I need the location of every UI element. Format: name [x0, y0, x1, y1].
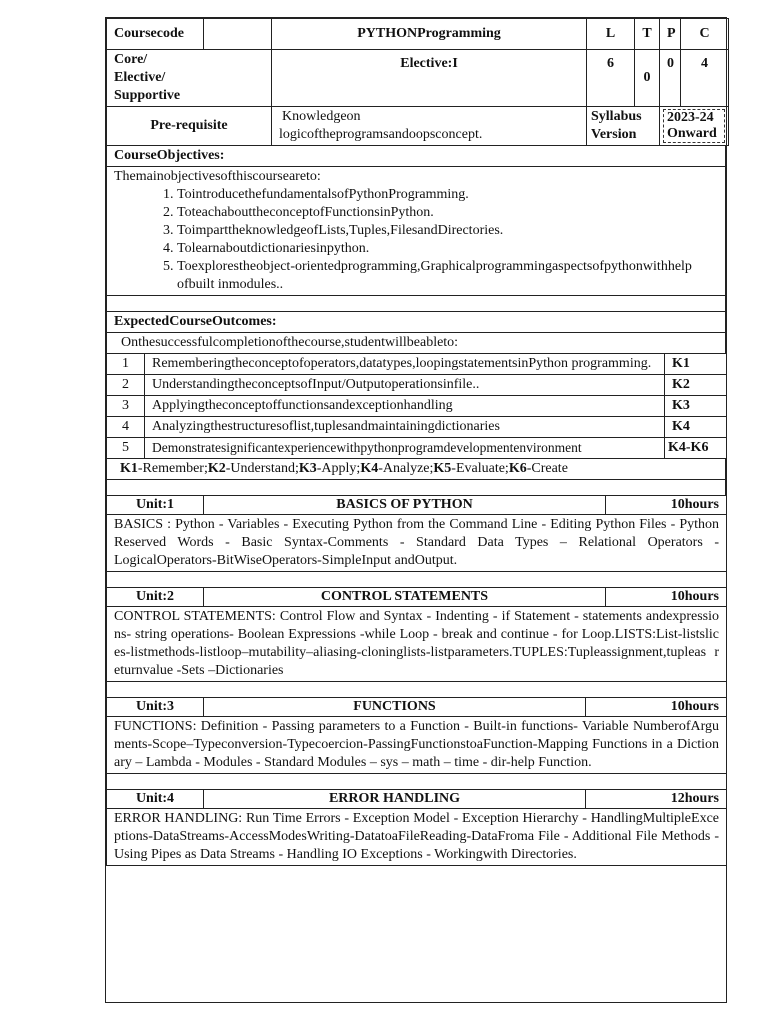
- c-value: 4: [681, 50, 729, 107]
- unit-label: Unit:4: [107, 790, 204, 809]
- prereq-value: Knowledgeon logicoftheprogramsandoopsconcept.: [272, 107, 587, 146]
- outcome-number: 1: [107, 354, 145, 375]
- unit-content: ERROR HANDLING: Run Time Errors - Exception Model - Exception Hierarchy - HandlingMultipleExceptions-DataStreams-AccessModesWriting-DatatoaFileReading-DataFroma File - Additional File Methods - Using Pipes as Data Streams - Handling IO Exceptions - Workingwith Directories.: [107, 809, 727, 866]
- spacer-row: [107, 774, 727, 790]
- coursecode-label: Coursecode: [107, 19, 204, 50]
- prereq-label: Pre-requisite: [107, 107, 272, 146]
- objectives-intro: Themainobjectivesofthiscourseareto:: [114, 169, 321, 184]
- c-header: C: [681, 19, 729, 50]
- objective-item: 1. TointroducethefundamentalsofPythonProgramming.: [177, 186, 718, 204]
- outcome-level: K3: [665, 396, 727, 417]
- p-header: P: [660, 19, 681, 50]
- syllabus-version-value: 2023-24 Onward: [660, 107, 729, 146]
- unit-content: CONTROL STATEMENTS: Control Flow and Syntax - Indenting - if Statement - statements andexpressions- string operations- Boolean Expressions -while Loop - break and continue - for Loop.LISTS:List-listslices-listmethods-listloop–mutability–aliasing-cloninglists-listparameters.TUPLES:Tupleassignment,tupleas returnvalue -Sets –Dictionaries: [107, 607, 727, 682]
- outcome-level: K2: [665, 375, 727, 396]
- unit-label: Unit:3: [107, 698, 204, 717]
- objective-item: 2. ToteachabouttheconceptofFunctionsinPython.: [177, 204, 718, 222]
- unit-content: FUNCTIONS: Definition - Passing parameters to a Function - Built-in functions- Variable NumberofArguments-Scope–Typeconversion-Typecoercion-PassingFunctionstoaFunction-Mapping Functions in a Dictionary – Lambda - Modules - Standard Modules – sys – math – time - dir-help Function.: [107, 717, 727, 774]
- spacer-row: [107, 480, 726, 496]
- unit-2-table: [106, 588, 727, 698]
- spacer-row: [107, 296, 726, 312]
- outcome-level: K1: [665, 354, 727, 375]
- unit-4-table: [106, 790, 727, 866]
- outcome-number: 5: [107, 438, 145, 459]
- unit-label: Unit:2: [107, 588, 204, 607]
- unit-title: CONTROL STATEMENTS: [204, 588, 606, 607]
- outcome-text: Demonstratesignificantexperiencewithpythonprogramdevelopmentenvironment: [145, 438, 665, 459]
- objectives-body: [107, 167, 726, 296]
- t-header: T: [635, 19, 660, 50]
- unit-title: ERROR HANDLING: [204, 790, 586, 809]
- legend-table: [106, 459, 726, 496]
- objectives-table: [106, 146, 726, 354]
- outcome-number: 4: [107, 417, 145, 438]
- syllabus-version-label: Syllabus Version: [587, 107, 660, 146]
- outcome-text: UnderstandingtheconceptsofInput/Outputoperationsinfile..: [145, 375, 665, 396]
- p-value: 0: [660, 50, 681, 107]
- unit-title: BASICS OF PYTHON: [204, 496, 606, 515]
- objectives-heading: CourseObjectives:: [107, 146, 726, 167]
- unit-1-table: [106, 496, 727, 588]
- coursecode-value: [204, 19, 272, 50]
- unit-hours: 10hours: [586, 698, 727, 717]
- outcome-number: 3: [107, 396, 145, 417]
- l-value: 6: [587, 50, 635, 107]
- outcome-level: K4: [665, 417, 727, 438]
- unit-3-table: [106, 698, 727, 790]
- unit-hours: 12hours: [586, 790, 727, 809]
- l-header: L: [587, 19, 635, 50]
- unit-label: Unit:1: [107, 496, 204, 515]
- course-header-table: [106, 18, 729, 146]
- k-level-legend: K1-Remember;K2-Understand;K3-Apply;K4-Analyze;K5-Evaluate;K6-Create: [107, 459, 726, 480]
- outcome-text: Applyingtheconceptoffunctionsandexceptionhandling: [145, 396, 665, 417]
- unit-hours: 10hours: [606, 588, 727, 607]
- spacer-row: [107, 572, 727, 588]
- objectives-list: [114, 186, 718, 294]
- unit-hours: 10hours: [606, 496, 727, 515]
- objective-item: 3. ToimparttheknowledgeofLists,Tuples,FilesandDirectories.: [177, 222, 718, 240]
- outcome-text: Analyzingthestructuresoflist,tuplesandmaintainingdictionaries: [145, 417, 665, 438]
- outcome-number: 2: [107, 375, 145, 396]
- spacer-row: [107, 682, 727, 698]
- objective-item: 5. Toexplorestheobject-orientedprogramming,Graphicalprogrammingaspectsofpythonwithhelp ofbuilt inmodules..: [177, 258, 718, 294]
- unit-title: FUNCTIONS: [204, 698, 586, 717]
- syllabus-page: [105, 17, 727, 1003]
- unit-content: BASICS : Python - Variables - Executing Python from the Command Line - Editing Python Files - Python Reserved Words - Basic Syntax-Comments - Standard Data Types – Relational Operators - LogicalOperators-BitWiseOperators-SimpleInput andOutput.: [107, 515, 727, 572]
- outcome-level: K4-K6: [665, 438, 727, 459]
- objective-item: 4. Tolearnaboutdictionariesinpython.: [177, 240, 718, 258]
- outcomes-table: [106, 354, 727, 459]
- outcomes-heading: ExpectedCourseOutcomes:: [107, 312, 726, 333]
- outcome-text: Rememberingtheconceptofoperators,datatypes,loopingstatementsinPython programming.: [145, 354, 665, 375]
- category-label: Core/ Elective/ Supportive: [107, 50, 272, 107]
- course-title: PYTHONProgramming: [272, 19, 587, 50]
- outcomes-intro: Onthesuccessfulcompletionofthecourse,studentwillbeableto:: [107, 333, 726, 354]
- t-value: 0: [635, 50, 660, 107]
- category-value: Elective:I: [272, 50, 587, 107]
